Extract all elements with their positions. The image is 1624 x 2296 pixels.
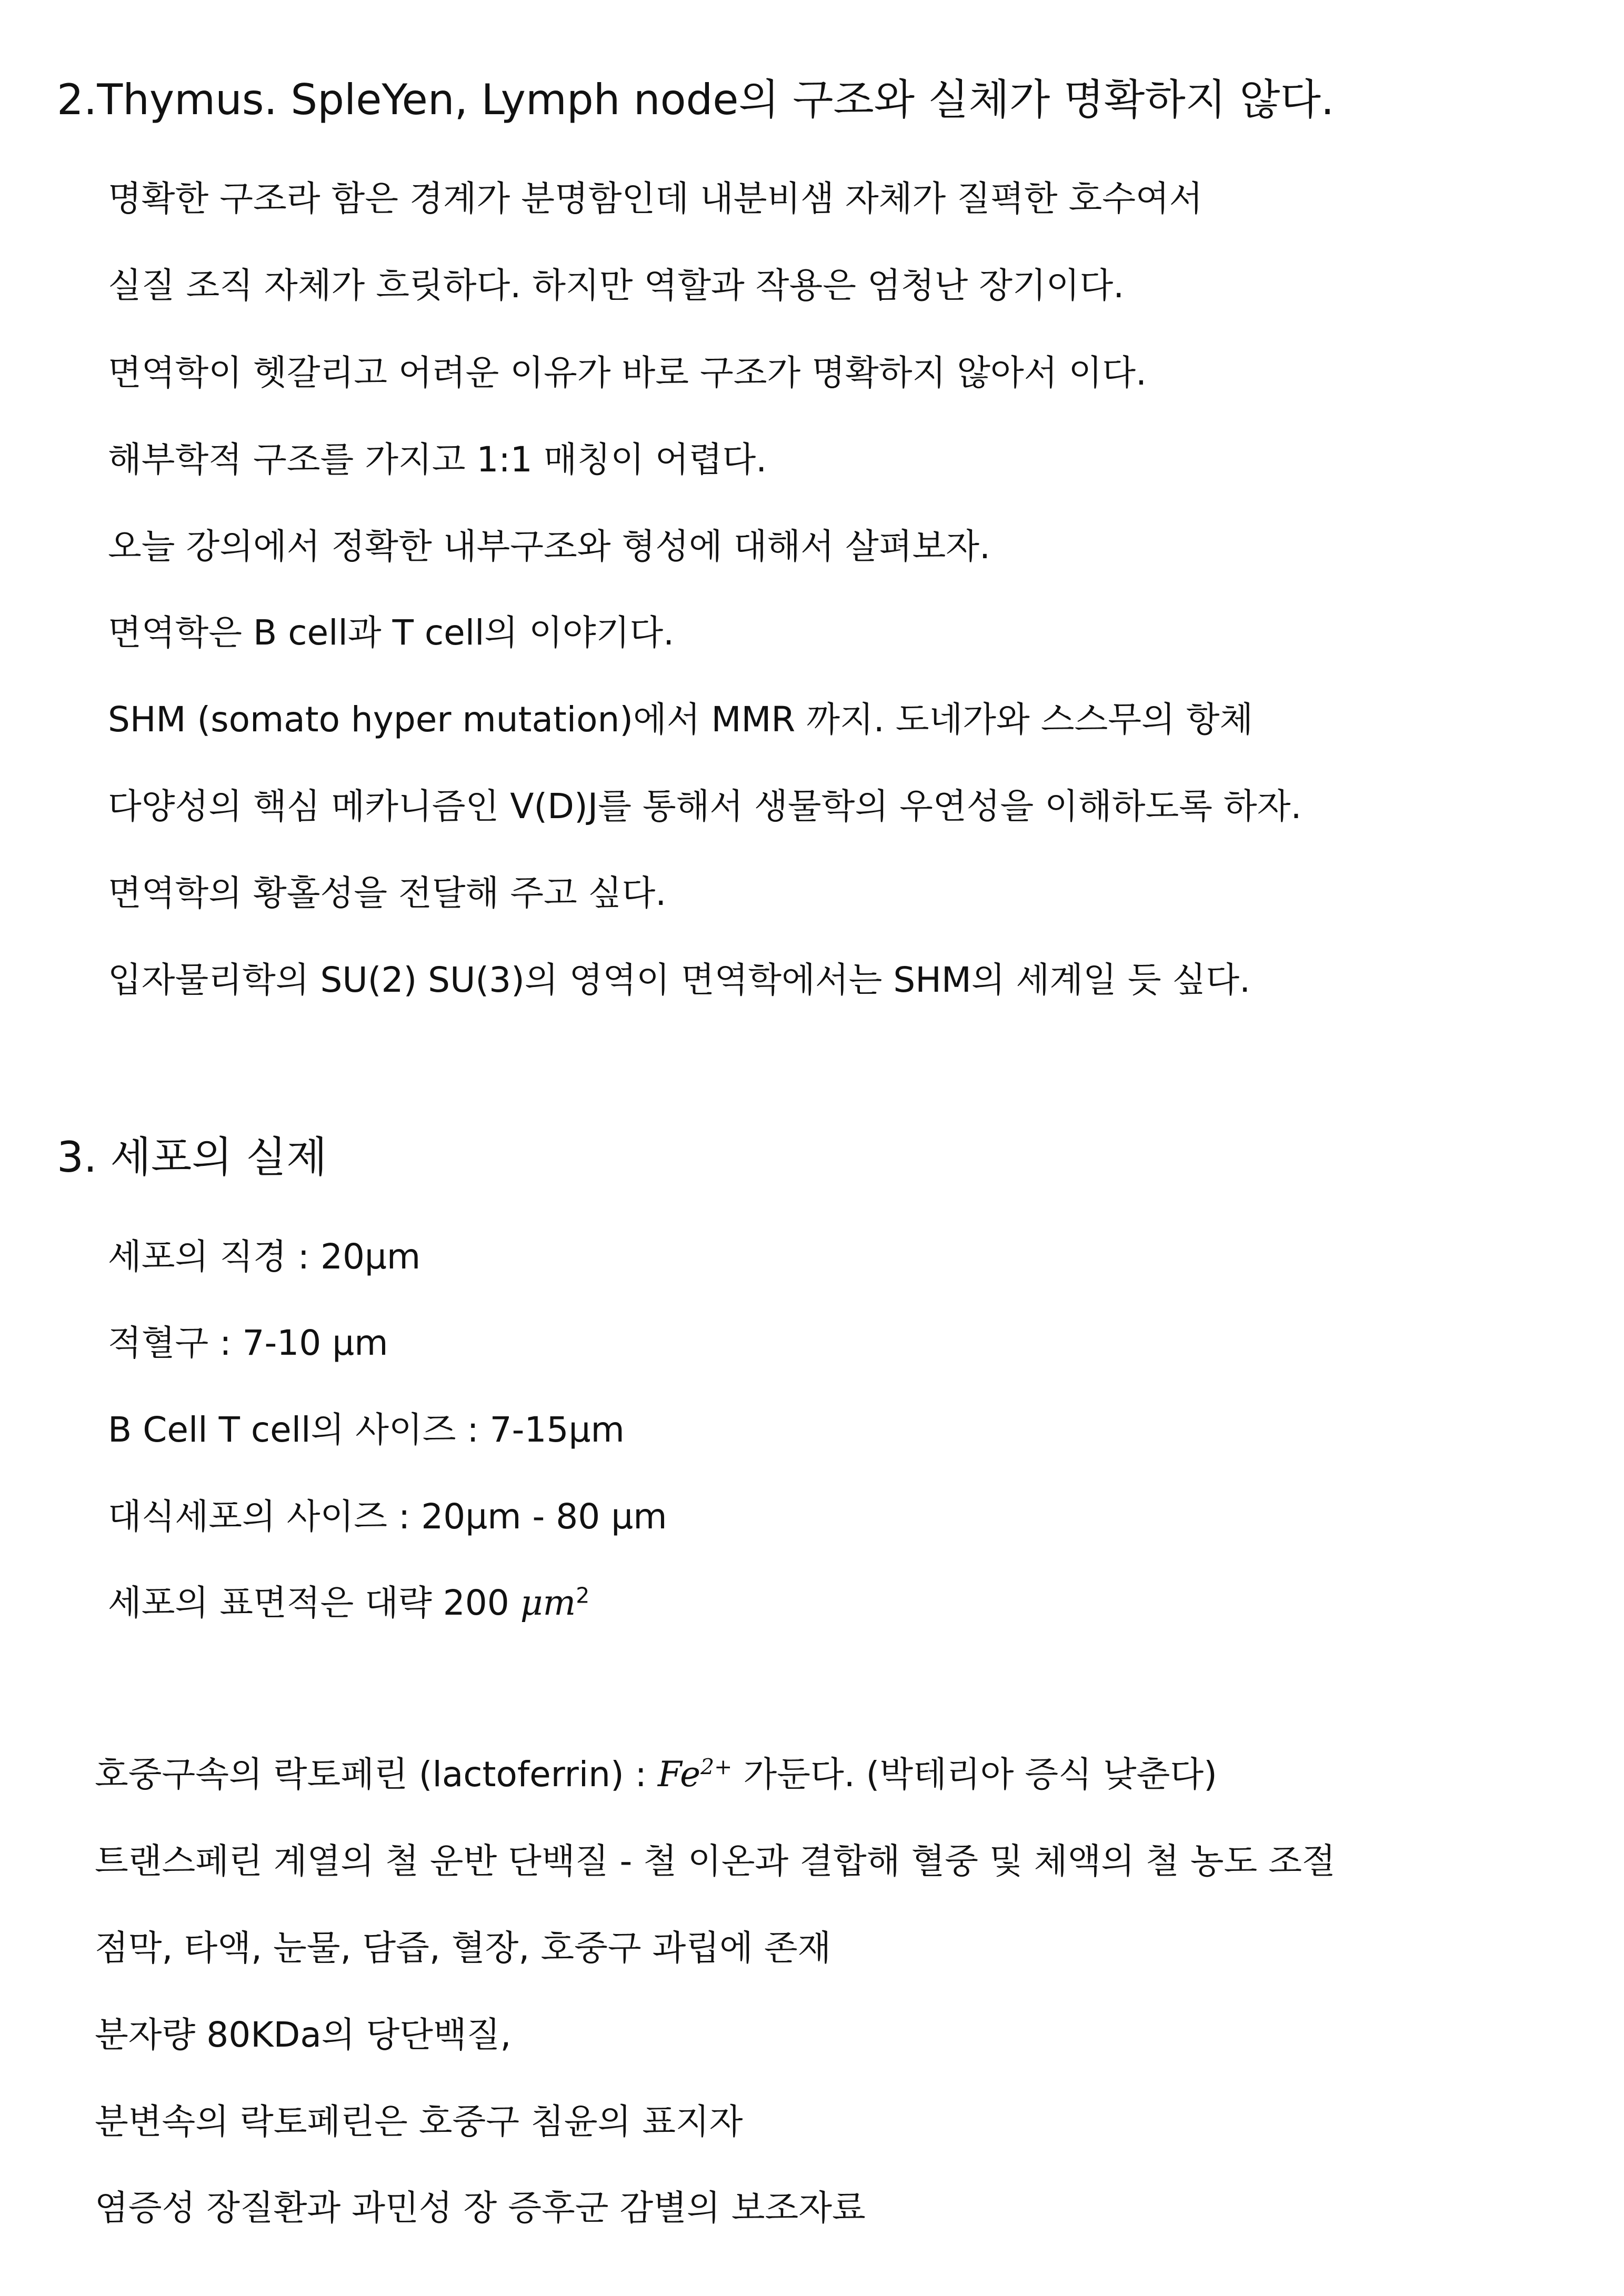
lactoferrin-prefix: 호중구속의 락토페린 (lactoferrin) :: [95, 1754, 658, 1795]
surface-exponent: 2: [576, 1583, 590, 1608]
section-2-line: 면역학이 헷갈리고 어려운 이유가 바로 구조가 명확하지 않아서 이다.: [108, 353, 1147, 393]
iron-ion: Fe: [657, 1754, 701, 1795]
section-3-line: 적혈구 : 7-10 μm: [108, 1323, 388, 1363]
lactoferrin-note: 트랜스페린 계열의 철 운반 단백질 - 철 이온과 결합해 혈중 및 체액의 철 농도 조절: [95, 1841, 1336, 1881]
lactoferrin-note: 점막, 타액, 눈물, 담즙, 혈장, 호중구 과립에 존재: [95, 1928, 831, 1968]
lactoferrin-note: 염증성 장질환과 과민성 장 증후군 감별의 보조자료: [95, 2188, 866, 2228]
lactoferrin-note: 분자량 80KDa의 당단백질,: [95, 2015, 512, 2055]
section-2-line: SHM (somato hyper mutation)에서 MMR 까지. 도네가와 스스무의 항체: [108, 699, 1254, 740]
section-2-line: 해부학적 구조를 가지고 1:1 매칭이 어렵다.: [108, 439, 767, 480]
lactoferrin-suffix: 가둔다. (박테리아 증식 낮춘다): [732, 1754, 1217, 1795]
section-2-line: 실질 조직 자체가 흐릿하다. 하지만 역할과 작용은 엄청난 장기이다.: [108, 265, 1125, 306]
section-2-line: 면역학은 B cell과 T cell의 이야기다.: [108, 612, 675, 653]
section-3-heading: 3. 세포의 실제: [57, 1133, 327, 1182]
section-3-line: 대식세포의 사이즈 : 20μm - 80 μm: [108, 1496, 667, 1537]
section-2-line: 입자물리학의 SU(2) SU(3)의 영역이 면역학에서는 SHM의 세계일 듯 싶다.: [108, 960, 1251, 1000]
lactoferrin-note: 분변속의 락토페린은 호중구 침윤의 표지자: [95, 2101, 743, 2142]
section-3-surface-line: [108, 1583, 590, 1623]
section-2-line: 오늘 강의에서 정확한 내부구조와 형성에 대해서 살펴보자.: [108, 526, 990, 567]
section-2-line: 면역학의 황홀성을 전달해 주고 싶다.: [108, 873, 667, 913]
section-3-line: B Cell T cell의 사이즈 : 7-15μm: [108, 1409, 625, 1450]
lactoferrin-line: [95, 1754, 1217, 1795]
surface-prefix: 세포의 표면적은 대략 200: [108, 1583, 520, 1623]
section-3-line: 세포의 직경 : 20μm: [108, 1236, 421, 1277]
section-2-line: 명확한 구조라 함은 경계가 분명함인데 내분비샘 자체가 질펵한 호수여서: [108, 178, 1203, 219]
iron-charge: 2+: [700, 1754, 733, 1780]
section-2-heading: 2.Thymus. SpleYen, Lymph node의 구조와 실체가 명확하지 않다.: [57, 75, 1335, 124]
surface-unit: μm: [520, 1583, 576, 1623]
section-2-line: 다양성의 핵심 메카니즘인 V(D)J를 통해서 생물학의 우연성을 이해하도록 하자.: [108, 786, 1302, 827]
